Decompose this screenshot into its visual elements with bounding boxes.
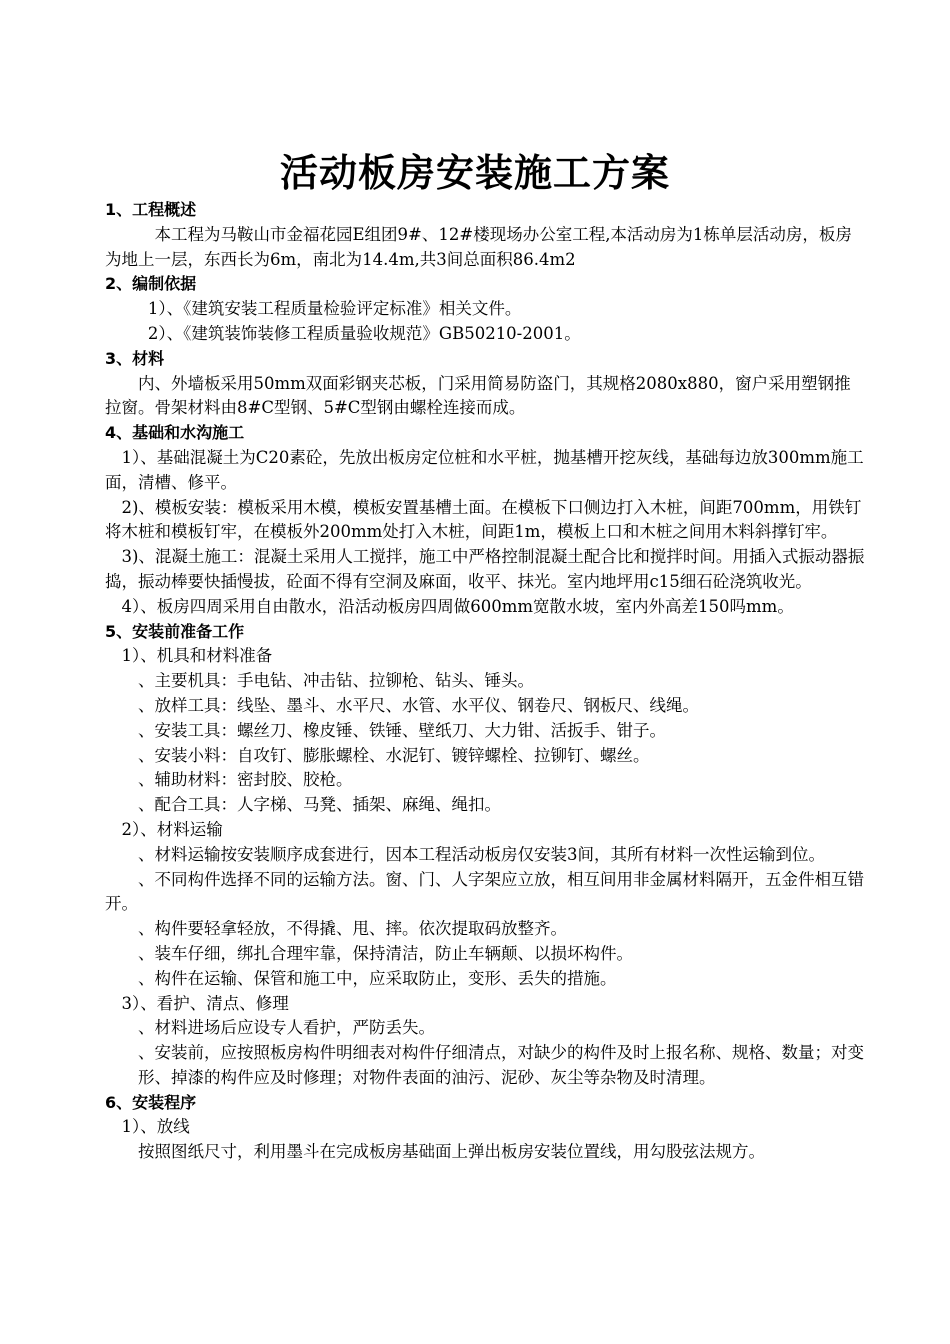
section-2-item-1: 1）、《建筑安装工程质量检验评定标准》相关文件。 bbox=[147, 299, 522, 319]
list-item: 、材料进场后应设专人看护，严防丢失。 bbox=[138, 1018, 435, 1038]
section-2-item-2: 2）、《建筑装饰装修工程质量验收规范》GB50210-2001。 bbox=[147, 323, 581, 343]
section-5-sub-2-paragraph-1: 、材料运输按安装顺序成套进行，因本工程活动板房仅安装3间，其所有材料一次性运输到位。 bbox=[138, 844, 825, 864]
list-item: 、构件在运输、保管和施工中，应采取防止，变形、丢失的措施。 bbox=[138, 968, 617, 988]
list-item: 、配合工具：人字梯、马凳、插架、麻绳、绳扣。 bbox=[138, 795, 501, 815]
list-item: 、辅助材料：密封胶、胶枪。 bbox=[138, 770, 353, 790]
document-title: 活动板房安装施工方案 bbox=[279, 150, 670, 195]
section-4-item-2: 2)、模板安装：模板采用木模，模板安置基槽土面。在模板下口侧边打入木桩，间距700mm，用铁钉将木桩和模板钉牢，在模板外200mm处打入木桩，间距1m，模板上口和木桩之间用木料斜撑钉牢。 bbox=[105, 497, 862, 542]
list-item: 、主要机具：手电钻、冲击钻、拉铆枪、钻头、锤头。 bbox=[138, 671, 534, 691]
list-item: 、构件要轻拿轻放，不得撬、甩、摔。依次提取码放整齐。 bbox=[138, 919, 567, 939]
section-2-heading: 2、编制依据 bbox=[105, 274, 197, 294]
section-5-sub-3-paragraph: 、安装前，应按照板房构件明细表对构件仔细清点，对缺少的构件及时上报名称、规格、数量；对变形、掉漆的构件应及时修理；对物件表面的油污、泥砂、灰尘等杂物及时清理。 bbox=[138, 1043, 864, 1087]
list-item: 、放样工具：线坠、墨斗、水平尺、水管、水平仪、钢卷尺、钢板尺、线绳。 bbox=[138, 695, 699, 715]
section-4-item-1: 1）、基础混凝土为C20素砼，先放出板房定位桩和水平桩，抛基槽开挖灰线，基础每边放300mm施工面，清槽、修平。 bbox=[105, 447, 864, 492]
section-4-heading: 4、基础和水沟施工 bbox=[105, 423, 245, 443]
section-4-item-4: 4）、板房四周采用自由散水，沿活动板房四周做600mm宽散水坡，室内外高差150吗mm。 bbox=[121, 596, 794, 616]
section-4-item-3: 3)、混凝土施工：混凝土采用人工搅拌，施工中严格控制混凝土配合比和搅拌时间。用插入式振动器振捣，振动棒要快插慢拔，砼面不得有空洞及麻面，收平、抹光。室内地坪用c15细石砼浇筑收光。 bbox=[105, 547, 865, 591]
section-3-heading: 3、材料 bbox=[105, 348, 165, 368]
section-6-sub-1-paragraph: 按照图纸尺寸，利用墨斗在完成板房基础面上弹出板房安装位置线，用勾股弦法规方。 bbox=[138, 1142, 765, 1162]
section-1-heading: 1、工程概述 bbox=[105, 200, 197, 219]
section-5-sub-3-label: 3）、看护、清点、修理 bbox=[121, 993, 289, 1013]
list-item: 、装车仔细，绑扎合理牢靠，保持清洁，防止车辆颠、以损坏构件。 bbox=[138, 943, 633, 963]
section-5-sub-2-label: 2）、材料运输 bbox=[121, 819, 223, 839]
section-1-paragraph: 本工程为马鞍山市金福花园E组团9#、12#楼现场办公室工程,本活动房为1栋单层活动房，板房为地上一层，东西长为6m，南北为14.4m,共3间总面积86.4m2 bbox=[105, 224, 852, 269]
section-5-sub-2-paragraph-2: 、不同构件选择不同的运输方法。窗、门、人字架应立放，相互间用非金属材料隔开，五金件相互错开。 bbox=[105, 869, 864, 914]
list-item: 、安装小料：自攻钉、膨胀螺栓、水泥钉、镀锌螺栓、拉铆钉、螺丝。 bbox=[138, 745, 650, 765]
section-5-heading: 5、安装前准备工作 bbox=[105, 621, 245, 641]
document-body bbox=[105, 198, 865, 1165]
section-6-sub-1-label: 1）、放线 bbox=[121, 1117, 190, 1137]
list-item: 、安装工具：螺丝刀、橡皮锤、铁锤、壁纸刀、大力钳、活扳手、钳子。 bbox=[138, 720, 666, 740]
section-5-sub-1-label: 1）、机具和材料准备 bbox=[121, 646, 273, 666]
section-3-paragraph: 内、外墙板采用50mm双面彩钢夹芯板，门采用简易防盗门，其规格2080x880，窗户采用塑钢推拉窗。骨架材料由8#C型钢、5#C型钢由螺栓连接而成。 bbox=[105, 373, 851, 418]
section-6-heading: 6、安装程序 bbox=[105, 1092, 197, 1112]
